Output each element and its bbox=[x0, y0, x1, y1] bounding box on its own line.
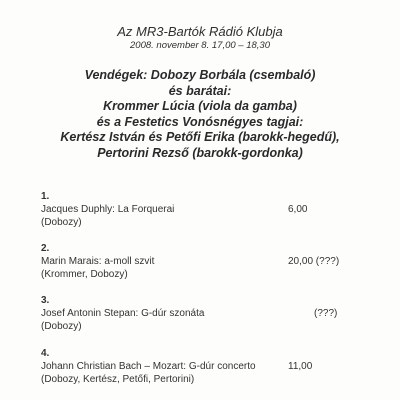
duration: (???) bbox=[314, 308, 338, 319]
item-number: 4. bbox=[41, 348, 50, 359]
header bbox=[0, 24, 400, 52]
page-title: Az MR3-Bartók Rádió Klubja bbox=[117, 24, 283, 39]
work-title: Marin Marais: a-moll szvit bbox=[41, 256, 155, 267]
guest-line: Vendégek: Dobozy Borbála (csembaló) bbox=[84, 68, 316, 82]
item-number: 2. bbox=[41, 243, 50, 254]
guest-line: és a Festetics Vonósnégyes tagjai: bbox=[96, 114, 304, 129]
event-date: 2008. november 8. 17,00 – 18,30 bbox=[130, 40, 270, 51]
work-title: Josef Antonin Stepan: G-dúr szonáta bbox=[41, 308, 205, 319]
duration: 20,00 (???) bbox=[288, 256, 340, 267]
duration: 11,00 bbox=[288, 361, 313, 372]
item-number: 1. bbox=[41, 191, 50, 202]
guest-list bbox=[0, 68, 400, 161]
duration: 6,00 bbox=[288, 204, 308, 215]
program-item bbox=[41, 347, 386, 386]
work-title: Johann Christian Bach – Mozart: G-dúr concerto bbox=[41, 361, 256, 372]
work-title: Jacques Duphly: La Forquerai bbox=[41, 204, 175, 215]
program-item bbox=[41, 242, 386, 281]
guest-line: Pertorini Rezső (barokk-gordonka) bbox=[97, 145, 303, 160]
program-item bbox=[41, 294, 386, 333]
item-number: 3. bbox=[41, 295, 50, 306]
guest-line: Kertész István és Petőfi Erika (barokk-hegedű), bbox=[60, 130, 340, 144]
guest-line: Krommer Lúcia (viola da gamba) bbox=[103, 99, 297, 113]
performers: (Dobozy) bbox=[41, 217, 82, 228]
performers: (Krommer, Dobozy) bbox=[41, 269, 128, 280]
performers: (Dobozy) bbox=[41, 321, 82, 332]
performers: (Dobozy, Kertész, Petőfi, Pertorini) bbox=[41, 374, 195, 385]
program-item bbox=[41, 190, 386, 229]
guest-line: és barátai: bbox=[168, 83, 232, 98]
